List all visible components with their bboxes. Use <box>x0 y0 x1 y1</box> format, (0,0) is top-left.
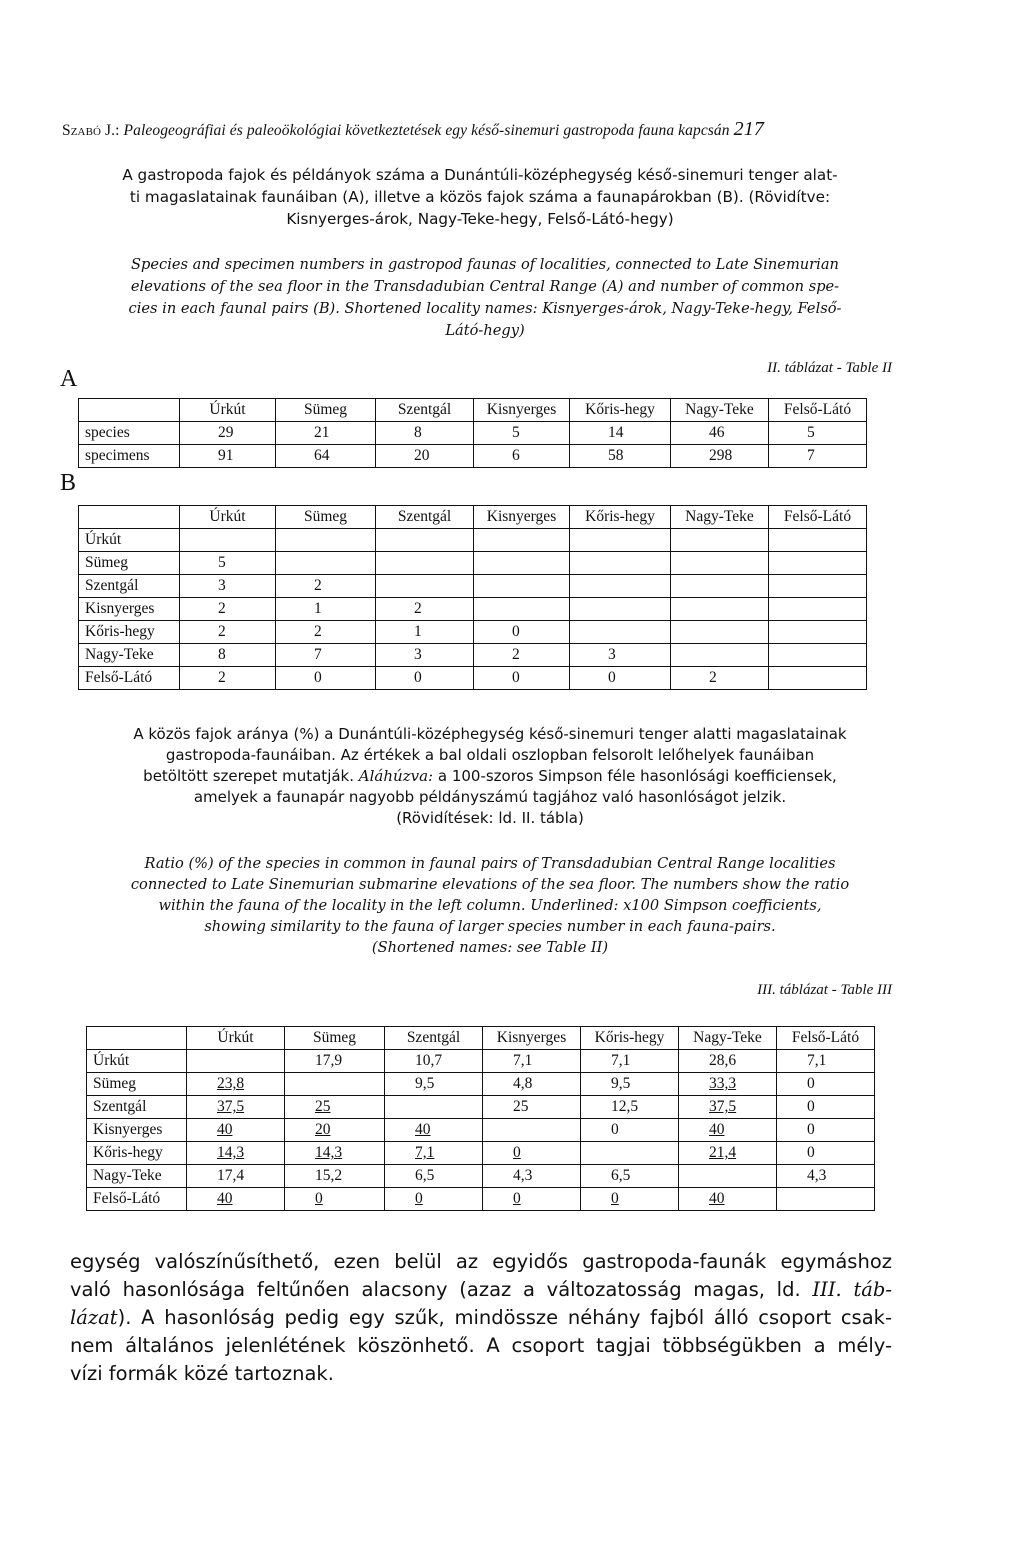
table-cell: 0 <box>483 1142 581 1165</box>
table-cell <box>769 644 867 667</box>
row-header: species <box>79 422 180 445</box>
column-header: Kőris-hegy <box>581 1027 679 1050</box>
caption-line: within the fauna of the locality in the left column. Underlined: x100 Simpson coefficients, <box>158 897 822 914</box>
table-cell: 17,9 <box>285 1050 385 1073</box>
table-cell: 46 <box>671 422 769 445</box>
table-cell <box>180 529 276 552</box>
table-cell: 25 <box>483 1096 581 1119</box>
table-cell: 2 <box>376 598 474 621</box>
table-cell <box>276 552 376 575</box>
table-cell: 7,1 <box>385 1142 483 1165</box>
table-cell: 5 <box>474 422 570 445</box>
row-header: Kőris-hegy <box>87 1142 187 1165</box>
table-row <box>87 1165 875 1188</box>
table-cell: 28,6 <box>679 1050 777 1073</box>
caption-line: connected to Late Sinemurian submarine elevations of the sea floor. The numbers show the ratio <box>130 876 850 893</box>
table-cell <box>276 529 376 552</box>
table-cell: 40 <box>187 1188 285 1211</box>
table-cell: 2 <box>276 621 376 644</box>
table-cell: 37,5 <box>187 1096 285 1119</box>
caption-line: (Shortened names: see Table II) <box>371 939 609 956</box>
caption-line <box>70 766 910 787</box>
table-row <box>87 1096 875 1119</box>
column-header: Szentgál <box>376 506 474 529</box>
table-cell <box>474 529 570 552</box>
table-cell: 14,3 <box>285 1142 385 1165</box>
table-row <box>79 667 867 690</box>
table-cell <box>671 621 769 644</box>
caption-text: a 100-szoros Simpson féle hasonlósági koefficiensek, <box>437 767 837 785</box>
table-row <box>87 1119 875 1142</box>
row-header: specimens <box>79 445 180 468</box>
table-cell <box>769 598 867 621</box>
caption-line: Kisnyerges-árok, Nagy-Teke-hegy, Felső-Látó-hegy) <box>286 210 674 228</box>
row-header: Úrkút <box>87 1050 187 1073</box>
caption-line: A gastropoda fajok és példányok száma a Dunántúli-középhegység késő-sinemuri tenger alat- <box>122 166 838 184</box>
table-cell: 4,8 <box>483 1073 581 1096</box>
table-cell: 0 <box>385 1188 483 1211</box>
table-cell: 4,3 <box>777 1165 875 1188</box>
body-line <box>70 1276 892 1304</box>
table-cell: 0 <box>581 1188 679 1211</box>
row-header: Nagy-Teke <box>79 644 180 667</box>
table-row <box>79 621 867 644</box>
body-line: egység valószínűsíthető, ezen belül az egyidős gastropoda-faunák egymáshoz <box>70 1250 892 1273</box>
table-cell: 40 <box>679 1119 777 1142</box>
table-row <box>87 1050 875 1073</box>
table-cell: 0 <box>570 667 671 690</box>
table-cell <box>570 598 671 621</box>
table3-caption-en <box>70 853 910 958</box>
section-a-letter: A <box>60 366 78 392</box>
column-header: Felső-Látó <box>769 506 867 529</box>
table-cell <box>385 1096 483 1119</box>
body-paragraph <box>70 1248 892 1388</box>
table-cell <box>671 552 769 575</box>
column-header: Sümeg <box>276 399 376 422</box>
table-cell: 7,1 <box>581 1050 679 1073</box>
table-cell: 10,7 <box>385 1050 483 1073</box>
table2-caption-hu <box>70 164 890 230</box>
table-cell <box>769 667 867 690</box>
table3 <box>86 1026 875 1211</box>
running-header <box>62 118 942 141</box>
table-cell: 91 <box>180 445 276 468</box>
header-author: Szabó J.: <box>62 122 120 139</box>
row-header: Sümeg <box>87 1073 187 1096</box>
table-cell: 4,3 <box>483 1165 581 1188</box>
header-title: Paleogeográfiai és paleoökológiai következtetések egy késő-sinemuri gastropoda fauna kapcsán <box>123 122 730 139</box>
table-cell: 17,4 <box>187 1165 285 1188</box>
table-cell: 20 <box>285 1119 385 1142</box>
table-cell: 9,5 <box>385 1073 483 1096</box>
body-line: vízi formák közé tartoznak. <box>70 1362 334 1385</box>
body-text: ). A hasonlóság pedig egy szűk, mindössze néhány fajból álló csoport csak- <box>117 1306 892 1329</box>
column-header: Kisnyerges <box>474 506 570 529</box>
table-cell: 7,1 <box>777 1050 875 1073</box>
table2-caption-en <box>70 254 900 342</box>
row-header: Szentgál <box>87 1096 187 1119</box>
column-header: Úrkút <box>180 506 276 529</box>
table-cell: 3 <box>570 644 671 667</box>
table-cell <box>570 621 671 644</box>
column-header: Úrkút <box>180 399 276 422</box>
column-header: Szentgál <box>376 399 474 422</box>
table-cell: 2 <box>180 667 276 690</box>
column-header: Nagy-Teke <box>671 399 769 422</box>
table-cell <box>671 598 769 621</box>
table-cell: 8 <box>376 422 474 445</box>
caption-line: cies in each faunal pairs (B). Shortened locality names: Kisnyerges-árok, Nagy-Teke-hegy, Felső- <box>128 300 842 317</box>
table-corner-cell <box>87 1027 187 1050</box>
table2-label: II. táblázat - Table II <box>767 360 892 376</box>
table-cell: 23,8 <box>187 1073 285 1096</box>
table-cell: 12,5 <box>581 1096 679 1119</box>
table-cell <box>474 575 570 598</box>
row-header: Nagy-Teke <box>87 1165 187 1188</box>
table-cell: 5 <box>180 552 276 575</box>
body-line <box>70 1304 892 1332</box>
table-cell <box>474 552 570 575</box>
table-cell: 0 <box>581 1119 679 1142</box>
table-cell: 21,4 <box>679 1142 777 1165</box>
table-cell <box>376 529 474 552</box>
row-header: Kisnyerges <box>87 1119 187 1142</box>
table-row <box>79 598 867 621</box>
caption-line: elevations of the sea floor in the Transdadubian Central Range (A) and number of common spe- <box>130 278 840 295</box>
column-header: Szentgál <box>385 1027 483 1050</box>
table-cell: 2 <box>180 621 276 644</box>
caption-line: A közös fajok aránya (%) a Dunántúli-középhegység késő-sinemuri tenger alatti magaslatainak <box>133 725 847 743</box>
caption-line: (Rövidítések: ld. II. tábla) <box>396 809 584 827</box>
table-cell: 0 <box>777 1119 875 1142</box>
table-cell: 1 <box>376 621 474 644</box>
table-cell: 0 <box>376 667 474 690</box>
column-header: Sümeg <box>276 506 376 529</box>
caption-line: showing similarity to the fauna of larger species number in each fauna-pairs. <box>204 918 776 935</box>
caption-italic-text: Aláhúzva: <box>358 767 434 785</box>
table-cell: 14 <box>570 422 671 445</box>
table-cell <box>187 1050 285 1073</box>
caption-line: Species and specimen numbers in gastropod faunas of localities, connected to Late Sinemurian <box>131 256 839 273</box>
table-cell: 7,1 <box>483 1050 581 1073</box>
caption-line: Látó-hegy) <box>445 322 525 339</box>
table-header-row <box>79 506 867 529</box>
table-cell: 15,2 <box>285 1165 385 1188</box>
table-row <box>79 529 867 552</box>
table2-b <box>78 505 867 690</box>
table-cell: 64 <box>276 445 376 468</box>
table-cell: 20 <box>376 445 474 468</box>
table-cell: 298 <box>671 445 769 468</box>
table-cell: 40 <box>187 1119 285 1142</box>
body-text: való hasonlósága feltűnően alacsony (azaz a változatosság magas, ld. <box>70 1278 801 1301</box>
table-cell: 29 <box>180 422 276 445</box>
table-cell: 7 <box>276 644 376 667</box>
table-cell: 6,5 <box>385 1165 483 1188</box>
table-cell: 2 <box>671 667 769 690</box>
body-line: nem általános jelenlétének köszönhető. A csoport tagjai többségükben a mély- <box>70 1334 892 1357</box>
table-corner-cell <box>79 506 180 529</box>
table-cell: 0 <box>777 1073 875 1096</box>
table-cell <box>570 552 671 575</box>
row-header: Szentgál <box>79 575 180 598</box>
table-cell: 3 <box>376 644 474 667</box>
table-cell: 25 <box>285 1096 385 1119</box>
table-cell: 40 <box>385 1119 483 1142</box>
column-header: Felső-Látó <box>769 399 867 422</box>
table-cell: 2 <box>474 644 570 667</box>
table-cell: 21 <box>276 422 376 445</box>
table-cell <box>376 575 474 598</box>
caption-line: amelyek a faunapár nagyobb példányszámú tagjához való hasonlóságot jelzik. <box>193 788 787 806</box>
table-cell <box>769 552 867 575</box>
table-cell: 33,3 <box>679 1073 777 1096</box>
table-cell <box>769 529 867 552</box>
table-cell <box>777 1188 875 1211</box>
column-header: Sümeg <box>285 1027 385 1050</box>
table-cell <box>581 1142 679 1165</box>
table-row <box>87 1188 875 1211</box>
table-row <box>87 1142 875 1165</box>
table-cell <box>769 621 867 644</box>
table-row <box>79 644 867 667</box>
table-cell: 3 <box>180 575 276 598</box>
body-italic-text: lázat <box>70 1306 118 1329</box>
table-cell <box>474 598 570 621</box>
caption-text: betöltött szerepet mutatják. <box>143 767 355 785</box>
body-italic-text: III. táb- <box>812 1278 892 1301</box>
column-header: Kisnyerges <box>474 399 570 422</box>
table-cell: 14,3 <box>187 1142 285 1165</box>
column-header: Kisnyerges <box>483 1027 581 1050</box>
row-header: Sümeg <box>79 552 180 575</box>
table3-caption-hu <box>70 724 910 829</box>
caption-line: Ratio (%) of the species in common in faunal pairs of Transdadubian Central Range localities <box>144 855 836 872</box>
table-row <box>79 422 867 445</box>
table-row <box>87 1073 875 1096</box>
table-header-row <box>87 1027 875 1050</box>
table-cell <box>570 575 671 598</box>
row-header: Kisnyerges <box>79 598 180 621</box>
table-cell: 6 <box>474 445 570 468</box>
table-cell: 9,5 <box>581 1073 679 1096</box>
table-cell: 7 <box>769 445 867 468</box>
table-cell <box>671 644 769 667</box>
table-cell: 5 <box>769 422 867 445</box>
column-header: Nagy-Teke <box>671 506 769 529</box>
table-cell: 0 <box>483 1188 581 1211</box>
row-header: Úrkút <box>79 529 180 552</box>
section-b-letter: B <box>60 470 77 496</box>
table-corner-cell <box>79 399 180 422</box>
table-cell <box>570 529 671 552</box>
column-header: Kőris-hegy <box>570 506 671 529</box>
table-header-row <box>79 399 867 422</box>
caption-line: ti magaslatainak faunáiban (A), illetve a közös fajok száma a faunapárokban (B). (Rövidítve: <box>129 188 831 206</box>
table-cell: 0 <box>276 667 376 690</box>
table-row <box>79 445 867 468</box>
table-cell <box>483 1119 581 1142</box>
table-cell: 2 <box>180 598 276 621</box>
table-cell: 0 <box>777 1096 875 1119</box>
table-cell <box>671 575 769 598</box>
table3-label: III. táblázat - Table III <box>757 982 892 998</box>
table-row <box>79 552 867 575</box>
table-cell: 0 <box>285 1188 385 1211</box>
table-cell <box>285 1073 385 1096</box>
column-header: Felső-Látó <box>777 1027 875 1050</box>
table-cell <box>769 575 867 598</box>
table-cell <box>679 1165 777 1188</box>
table-cell <box>376 552 474 575</box>
page-number: 217 <box>733 118 764 140</box>
table-cell: 2 <box>276 575 376 598</box>
table-row <box>79 575 867 598</box>
table-cell: 6,5 <box>581 1165 679 1188</box>
table-cell: 0 <box>474 621 570 644</box>
table-cell: 1 <box>276 598 376 621</box>
row-header: Felső-Látó <box>87 1188 187 1211</box>
table2-a <box>78 398 867 468</box>
column-header: Úrkút <box>187 1027 285 1050</box>
table-cell: 40 <box>679 1188 777 1211</box>
table-cell <box>671 529 769 552</box>
table-cell: 37,5 <box>679 1096 777 1119</box>
table-cell: 8 <box>180 644 276 667</box>
table-cell: 58 <box>570 445 671 468</box>
table-cell: 0 <box>777 1142 875 1165</box>
column-header: Nagy-Teke <box>679 1027 777 1050</box>
caption-line: gastropoda-faunáiban. Az értékek a bal oldali oszlopban felsorolt lelőhelyek faunáiban <box>165 746 815 764</box>
row-header: Kőris-hegy <box>79 621 180 644</box>
row-header: Felső-Látó <box>79 667 180 690</box>
column-header: Kőris-hegy <box>570 399 671 422</box>
table-cell: 0 <box>474 667 570 690</box>
